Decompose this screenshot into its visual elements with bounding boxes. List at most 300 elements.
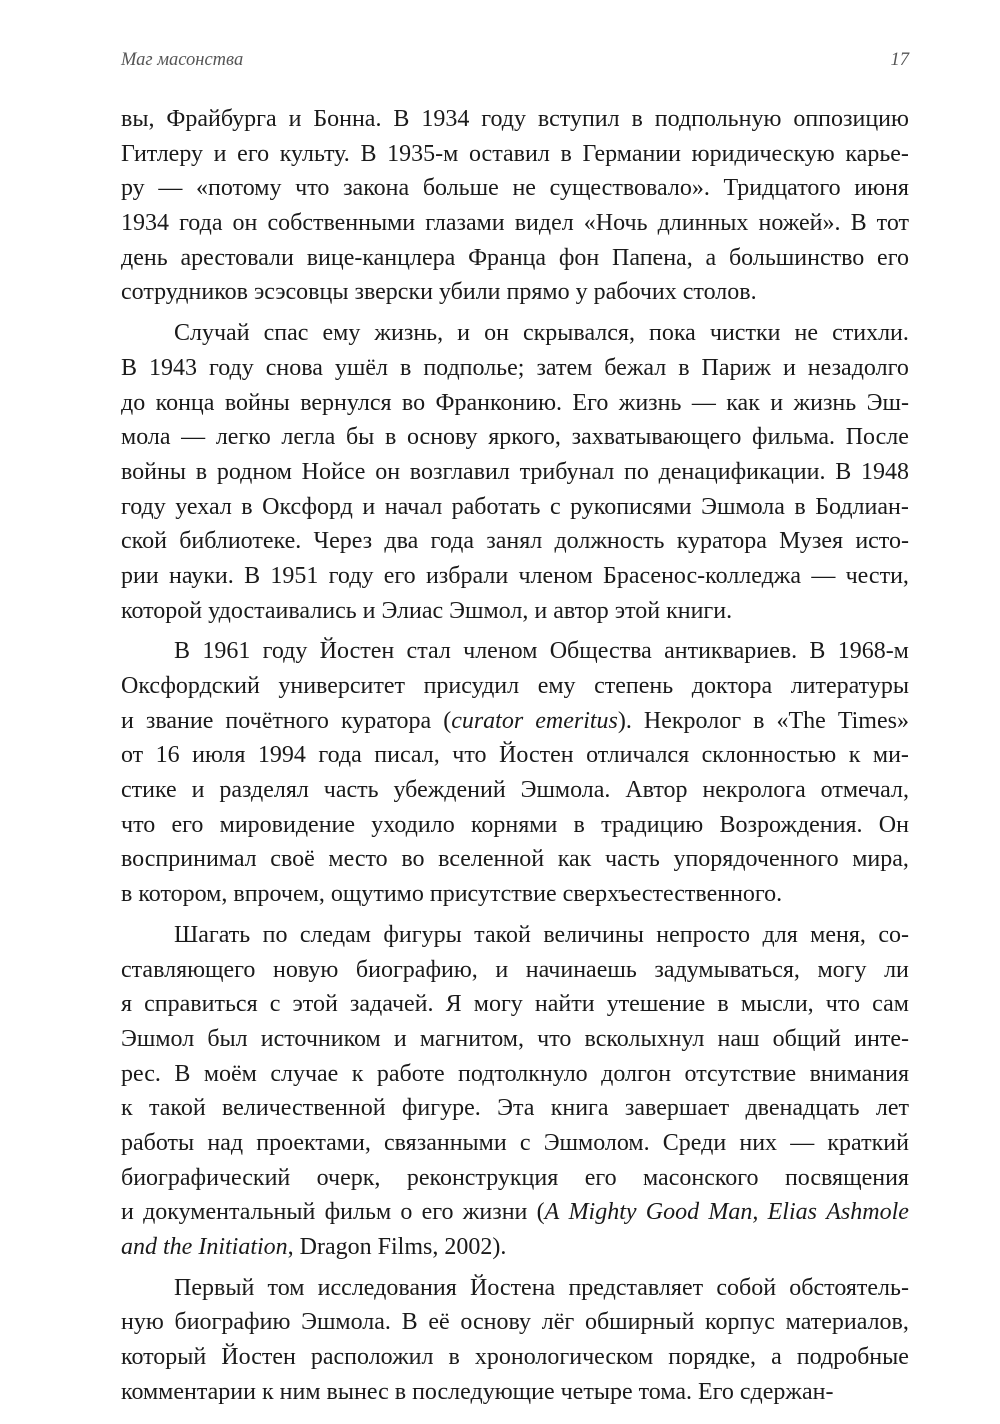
word: с — [269, 991, 281, 1018]
word: науки. — [168, 562, 234, 589]
word: затем — [536, 354, 593, 381]
word: источником — [260, 1025, 381, 1052]
word: его — [584, 1164, 617, 1191]
word: Гитлеру — [121, 140, 204, 167]
word: подтолкнуло — [458, 1060, 588, 1087]
word: и — [121, 707, 134, 734]
word: документальный — [143, 1199, 316, 1226]
word: Эшмолом. — [543, 1129, 650, 1156]
word: утешение — [606, 991, 706, 1018]
word: тома. — [638, 1378, 692, 1405]
text-line — [121, 316, 909, 351]
word: Случай — [174, 320, 250, 347]
word: году — [262, 638, 308, 665]
word: до — [121, 389, 146, 416]
word: масонского — [643, 1164, 759, 1191]
word: войны — [121, 458, 186, 485]
word: Йостен — [221, 1344, 296, 1371]
word: а — [705, 244, 717, 271]
word: денацификации. — [658, 458, 826, 485]
word: В — [121, 354, 138, 381]
word: почётного — [225, 707, 329, 734]
body-text — [121, 102, 909, 1409]
word: жизнь — [793, 389, 857, 416]
word: года — [430, 528, 474, 555]
word: всколыхнул — [584, 1025, 705, 1052]
text-line — [121, 137, 909, 172]
word: В — [401, 1309, 418, 1336]
word: столов. — [682, 279, 757, 306]
word: (curator — [443, 707, 524, 734]
word: присутствие — [429, 881, 557, 908]
word: Бодлиан- — [815, 493, 909, 520]
word: яркого, — [488, 424, 561, 451]
word: как — [726, 389, 760, 416]
word: был — [207, 1025, 248, 1052]
word: Йостена — [469, 1274, 556, 1301]
word: трибунал — [519, 458, 615, 485]
text-line — [121, 559, 909, 594]
word: звание — [145, 707, 214, 734]
word: присудил — [423, 673, 520, 699]
word: существовало». — [549, 175, 710, 202]
text-line — [121, 918, 909, 953]
text-line — [121, 953, 909, 988]
word: года — [179, 210, 223, 237]
word: Тридцатого — [723, 175, 841, 202]
word: Элиас — [381, 597, 444, 624]
word: реконструкция — [406, 1164, 559, 1191]
word: мировидение — [219, 811, 356, 838]
word: конца — [155, 389, 215, 416]
word: мира, — [852, 846, 909, 873]
word: и — [121, 1199, 134, 1226]
word: незадолго — [807, 354, 909, 381]
word: собой — [716, 1274, 777, 1301]
word: куратора — [676, 528, 767, 555]
word: такой — [474, 921, 531, 948]
word: Эшмола — [701, 493, 785, 520]
word: длинных — [657, 210, 749, 237]
word: порядке, — [668, 1344, 757, 1371]
text-line — [121, 1195, 909, 1230]
word: В — [244, 562, 261, 589]
word: рес. — [121, 1060, 161, 1087]
word: Оксфорд — [262, 493, 353, 520]
running-title: Маг масонства — [121, 50, 244, 70]
word: and — [121, 1234, 157, 1260]
word: чистки — [709, 320, 781, 347]
word: связанными — [384, 1129, 507, 1156]
word: Йостен — [499, 742, 574, 769]
word: проектами, — [256, 1129, 371, 1156]
word: доктора — [691, 673, 773, 699]
text-line — [121, 1305, 909, 1340]
word: что — [537, 1025, 572, 1052]
word: 1961 — [202, 638, 251, 665]
word: Первый — [174, 1274, 255, 1301]
word: Эшмол, — [449, 597, 529, 624]
text-line — [121, 455, 909, 490]
word: «The — [776, 707, 826, 734]
word: найти — [534, 991, 595, 1018]
word: захватывающего — [571, 424, 742, 451]
word: Музея — [779, 528, 844, 555]
word: очерк, — [316, 1164, 381, 1191]
word: 2002). — [444, 1234, 507, 1260]
word: комментарии — [121, 1378, 256, 1405]
word: — — [181, 424, 206, 451]
word: последующие — [412, 1378, 555, 1405]
text-line — [121, 1057, 909, 1092]
word: — — [790, 1129, 815, 1156]
word: задачей. — [349, 991, 434, 1018]
word: её — [428, 1309, 450, 1336]
word: во — [401, 846, 425, 873]
word: Эшмола. — [301, 1309, 391, 1336]
word: Франконию. — [435, 389, 563, 416]
word: вице-канцлера — [306, 244, 456, 271]
word: «Ночь — [583, 210, 648, 237]
word: Elias — [767, 1199, 817, 1226]
word: Париж — [701, 354, 771, 381]
word: и — [362, 493, 376, 520]
word: ощутимо — [330, 881, 424, 908]
word: моём — [203, 1060, 257, 1087]
word: его — [877, 244, 909, 271]
word: писал, — [374, 742, 440, 769]
word: внимания — [809, 1060, 909, 1087]
word: Good — [645, 1199, 700, 1226]
word: краткий — [827, 1129, 909, 1156]
word: биографию, — [355, 956, 478, 983]
paragraph — [121, 1271, 909, 1410]
word: два — [384, 528, 419, 555]
word: работы — [121, 1129, 195, 1156]
text-line — [121, 102, 909, 137]
word: которой — [121, 597, 203, 624]
paragraph — [121, 102, 909, 310]
word: фильма. — [752, 424, 836, 451]
word: войны — [224, 389, 290, 416]
word: для — [762, 921, 798, 948]
word: он — [375, 458, 401, 485]
word: 1968-м — [837, 638, 909, 665]
word: традицию — [601, 811, 704, 838]
word: Брасенос-колледжа — [603, 562, 802, 589]
word: 1948 — [861, 458, 909, 485]
word: «потому — [196, 175, 282, 202]
word: году — [328, 562, 374, 589]
word: в — [678, 354, 690, 381]
word: к — [121, 1095, 133, 1122]
word: — — [811, 562, 836, 589]
word: лет — [875, 1095, 909, 1122]
word: пока — [649, 320, 696, 347]
word: в — [384, 424, 397, 451]
word: глазами — [425, 210, 505, 237]
word: что — [452, 742, 487, 769]
word: часть — [604, 846, 660, 873]
word: закона — [343, 175, 410, 202]
word: фон — [558, 244, 600, 271]
word: склонностью — [701, 742, 837, 769]
word: впрочем, — [233, 881, 325, 908]
word: зверски — [354, 279, 433, 306]
word: не — [512, 175, 536, 202]
text-line — [121, 773, 909, 808]
text-line — [121, 704, 909, 739]
word: жизнь — [618, 389, 682, 416]
word: он — [232, 210, 258, 237]
word: видел — [514, 210, 574, 237]
word: материалов, — [785, 1309, 909, 1336]
word: автор — [553, 597, 609, 624]
word: от — [121, 742, 144, 769]
word: Общества — [549, 638, 652, 665]
word: ним — [279, 1378, 321, 1405]
word: основу — [460, 1309, 532, 1336]
word: долгон — [601, 1060, 672, 1087]
word: и — [457, 320, 471, 347]
paragraph — [121, 316, 909, 628]
word: оставил — [468, 140, 550, 167]
text-line — [121, 241, 909, 276]
word: в — [573, 811, 585, 838]
text-line — [121, 1375, 909, 1410]
word: хронологическом — [474, 1344, 654, 1371]
word: В — [174, 638, 191, 665]
word: 1935-м — [387, 140, 459, 167]
word: общий — [772, 1025, 842, 1052]
word: к — [848, 742, 861, 769]
word: в — [448, 1344, 460, 1371]
word: двенадцать — [745, 1095, 860, 1122]
word: После — [845, 424, 909, 451]
word: бежал — [604, 354, 667, 381]
word: Автор — [625, 777, 688, 804]
word: Эшмола. — [520, 777, 611, 804]
word: в — [394, 1378, 407, 1405]
word: у — [575, 279, 588, 306]
word: стихли. — [832, 320, 909, 347]
word: основу — [406, 424, 478, 451]
word: бы — [345, 424, 375, 451]
word: не — [794, 320, 819, 347]
word: снова — [265, 354, 323, 381]
word: ему — [322, 320, 361, 347]
word: собственными — [267, 210, 416, 237]
word: Некролог — [643, 707, 742, 734]
text-line — [121, 594, 909, 629]
word: Он — [878, 811, 909, 838]
word: подробные — [796, 1344, 909, 1371]
word: стике — [121, 777, 177, 804]
word: подпольную — [654, 106, 782, 132]
word: могу — [473, 991, 523, 1018]
text-line — [121, 738, 909, 773]
word: место — [328, 846, 388, 873]
text-line — [121, 171, 909, 206]
page-number: 17 — [890, 50, 909, 70]
word: Папена, — [612, 244, 693, 271]
word: величины — [543, 921, 644, 948]
word: наш — [717, 1025, 760, 1052]
word: и — [288, 106, 302, 132]
word: магнитом, — [419, 1025, 524, 1052]
word: часть — [323, 777, 379, 804]
word: удостаивались — [208, 597, 357, 624]
word: инте- — [854, 1025, 909, 1052]
word: начинаешь — [525, 956, 637, 983]
word: вселенной — [438, 846, 545, 873]
word: году — [208, 354, 254, 381]
word: следам — [299, 921, 371, 948]
word: вернулся — [300, 389, 392, 416]
word: жизнь, — [374, 320, 444, 347]
word: отсутствие — [684, 1060, 797, 1087]
word: котором, — [138, 881, 228, 908]
word: а — [771, 1344, 782, 1371]
word: Mighty — [568, 1199, 637, 1226]
word: меня, — [810, 921, 866, 948]
word: который — [121, 1344, 207, 1371]
word: библиотеке. — [179, 528, 302, 555]
word: и — [782, 354, 796, 381]
word: Среди — [662, 1129, 727, 1156]
word: этой — [292, 991, 338, 1018]
word: сдержан- — [739, 1378, 834, 1405]
text-line — [121, 842, 909, 877]
word: больше — [422, 175, 499, 202]
word: юридическую — [691, 140, 835, 167]
text-line — [121, 1126, 909, 1161]
word: в — [399, 354, 412, 381]
word: — — [158, 175, 183, 202]
word: вступил — [537, 106, 620, 132]
word: рабочих — [593, 279, 677, 306]
text-line — [121, 877, 909, 912]
word: emeritus). — [535, 707, 632, 734]
text-line — [121, 987, 909, 1022]
word: членом — [463, 638, 538, 665]
word: Его — [698, 1378, 734, 1405]
word: Я — [445, 991, 462, 1018]
word: большинство — [728, 244, 865, 271]
word: избрали — [425, 562, 509, 589]
word: в — [241, 493, 253, 520]
text-line — [121, 1340, 909, 1375]
word: сам — [872, 991, 909, 1018]
word: сотрудников — [121, 279, 248, 306]
word: новую — [273, 956, 339, 983]
word: с — [519, 1129, 531, 1156]
word: оппозицию — [793, 106, 909, 132]
word: жизни — [462, 1199, 528, 1226]
word: скрывался, — [522, 320, 635, 347]
running-head — [121, 50, 909, 78]
word: (A — [536, 1199, 560, 1226]
word: в — [121, 881, 133, 908]
word: Man, — [708, 1199, 759, 1226]
text-line — [121, 1091, 909, 1126]
word: и — [534, 597, 548, 624]
word: В — [809, 638, 826, 665]
word: начал — [384, 493, 443, 520]
word: исследования — [317, 1274, 457, 1301]
word: университет — [278, 673, 406, 699]
word: тот — [876, 210, 909, 237]
word: возглавил — [409, 458, 510, 485]
word: the — [163, 1234, 193, 1260]
word: он — [484, 320, 509, 347]
word: антиквариев. — [664, 638, 798, 665]
word: В — [174, 1060, 191, 1087]
word: Его — [572, 389, 609, 416]
text-line — [121, 206, 909, 241]
word: Фрайбурга — [166, 106, 277, 132]
word: года — [318, 742, 362, 769]
word: книга — [550, 1095, 609, 1122]
word: Через — [313, 528, 373, 555]
word: карье- — [845, 140, 909, 167]
word: во — [401, 389, 426, 416]
word: отличался — [586, 742, 690, 769]
word: мысли, — [740, 991, 814, 1018]
word: Возрождения. — [719, 811, 863, 838]
word: подполье; — [423, 354, 525, 381]
word: этой — [614, 597, 661, 624]
word: в — [717, 991, 729, 1018]
word: фигуре. — [401, 1095, 481, 1122]
word: чести, — [845, 562, 909, 589]
word: воспринимал — [121, 846, 257, 873]
word: Франца — [468, 244, 547, 271]
word: арестовали — [180, 244, 294, 271]
word: по — [623, 458, 649, 485]
word: его — [237, 140, 270, 167]
word: Эшмол — [121, 1025, 195, 1052]
word: величественной — [222, 1095, 386, 1122]
paragraph — [121, 918, 909, 1265]
word: Оксфордский — [121, 673, 260, 699]
word: — — [691, 389, 716, 416]
text-line — [121, 351, 909, 386]
word: и — [770, 389, 784, 416]
word: том — [267, 1274, 305, 1301]
word: Times» — [837, 707, 909, 734]
paragraph — [121, 634, 909, 912]
word: году — [481, 106, 526, 132]
word: работать — [451, 493, 541, 520]
word: его — [171, 811, 204, 838]
word: рукописями — [570, 493, 692, 520]
word: литературы — [790, 673, 909, 699]
word: родном — [216, 458, 292, 485]
word: эсэсовцы — [253, 279, 349, 306]
word: Эта — [497, 1095, 535, 1122]
word: 16 — [155, 742, 180, 769]
word: уехал — [175, 493, 232, 520]
text-line — [121, 808, 909, 843]
word: В — [393, 106, 410, 132]
word: Шагать — [174, 921, 251, 948]
word: я — [121, 991, 133, 1018]
word: что — [295, 175, 330, 202]
text-line — [121, 386, 909, 421]
word: его — [383, 562, 416, 589]
word: Films, — [377, 1234, 439, 1260]
